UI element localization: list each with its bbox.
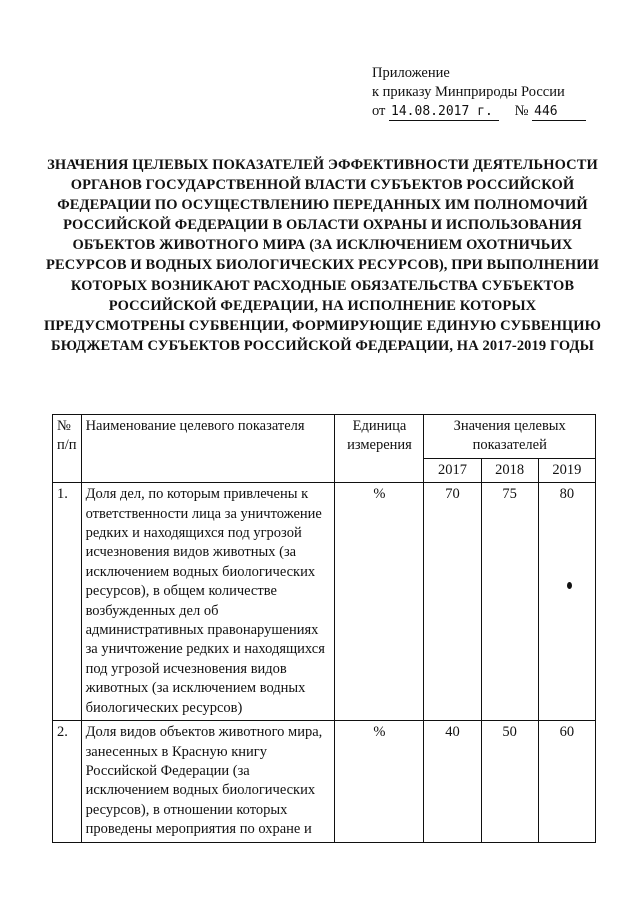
row-num: 2.	[53, 721, 82, 842]
appendix-heading: Приложение	[372, 65, 450, 81]
number-label: №	[514, 103, 529, 119]
row-value-2017: 70	[424, 483, 481, 721]
row-value-2018: 50	[481, 721, 538, 842]
appendix-block	[372, 64, 586, 121]
header-year-2019: 2019	[538, 458, 595, 482]
row-unit: %	[335, 721, 424, 842]
header-values: Значения целевых показателей	[424, 415, 596, 459]
row-value-2017: 40	[424, 721, 481, 842]
table-row	[53, 483, 596, 721]
row-unit: %	[335, 483, 424, 721]
row-num: 1.	[53, 483, 82, 721]
header-year-2017: 2017	[424, 458, 481, 482]
from-label: от	[372, 103, 386, 119]
header-unit: Единица измерения	[335, 415, 424, 483]
header-year-2018: 2018	[481, 458, 538, 482]
row-value-2019: 80	[538, 483, 595, 721]
appendix-order-ref: к приказу Минприроды России	[372, 84, 565, 100]
scan-mark	[567, 582, 572, 589]
table-row	[53, 721, 596, 842]
row-value-2018: 75	[481, 483, 538, 721]
document-title: ЗНАЧЕНИЯ ЦЕЛЕВЫХ ПОКАЗАТЕЛЕЙ ЭФФЕКТИВНОСТИ ДЕЯТЕЛЬНОСТИ ОРГАНОВ ГОСУДАРСТВЕННОЙ ВЛАСТИ СУБЪЕКТОВ РОССИЙСКОЙ ФЕДЕРАЦИИ ПО ОСУЩЕСТВЛЕНИЮ ПЕРЕДАННЫХ ИМ ПОЛНОМОЧИЙ РОССИЙСКОЙ ФЕДЕРАЦИИ В ОБЛАСТИ ОХРАНЫ И ИСПОЛЬЗОВАНИЯ ОБЪЕКТОВ ЖИВОТНОГО МИРА (ЗА ИСКЛЮЧЕНИЕМ ОХОТНИЧЬИХ РЕСУРСОВ И ВОДНЫХ БИОЛОГИЧЕСКИХ РЕСУРСОВ), ПРИ ВЫПОЛНЕНИИ КОТОРЫХ ВОЗНИКАЮТ РАСХОДНЫЕ ОБЯЗАТЕЛЬСТВА СУБЪЕКТОВ РОССИЙСКОЙ ФЕДЕРАЦИИ, НА ИСПОЛНЕНИЕ КОТОРЫХ ПРЕДУСМОТРЕНЫ СУБВЕНЦИИ, ФОРМИРУЮЩИЕ ЕДИНУЮ СУБВЕНЦИЮ БЮДЖЕТАМ СУБЪЕКТОВ РОССИЙСКОЙ ФЕДЕРАЦИИ, НА 2017-2019 ГОДЫ	[43, 157, 602, 354]
appendix-date-line	[372, 102, 586, 121]
header-name: Наименование целевого показателя	[81, 415, 335, 483]
order-number: 446	[532, 104, 586, 121]
row-name: Доля видов объектов животного мира, занесенных в Красную книгу Российской Федерации (за исключением водных биологических ресурсов), в отношении которых проведены мероприятия по охране и	[81, 721, 335, 842]
row-name: Доля дел, по которым привлечены к ответственности лица за уничтожение редких и находящихся под угрозой исчезновения видов животных (за исключением водных биологических ресурсов), в общем количестве возбужденных дел об административных правонарушениях за уничтожение редких и находящихся под угрозой исчезновения видов животных (за исключением водных биологических ресурсов)	[81, 483, 335, 721]
header-num: № п/п	[53, 415, 82, 483]
order-date: 14.08.2017 г.	[389, 104, 499, 121]
row-value-2019: 60	[538, 721, 595, 842]
targets-table	[52, 414, 596, 843]
table-header-row	[53, 415, 596, 459]
